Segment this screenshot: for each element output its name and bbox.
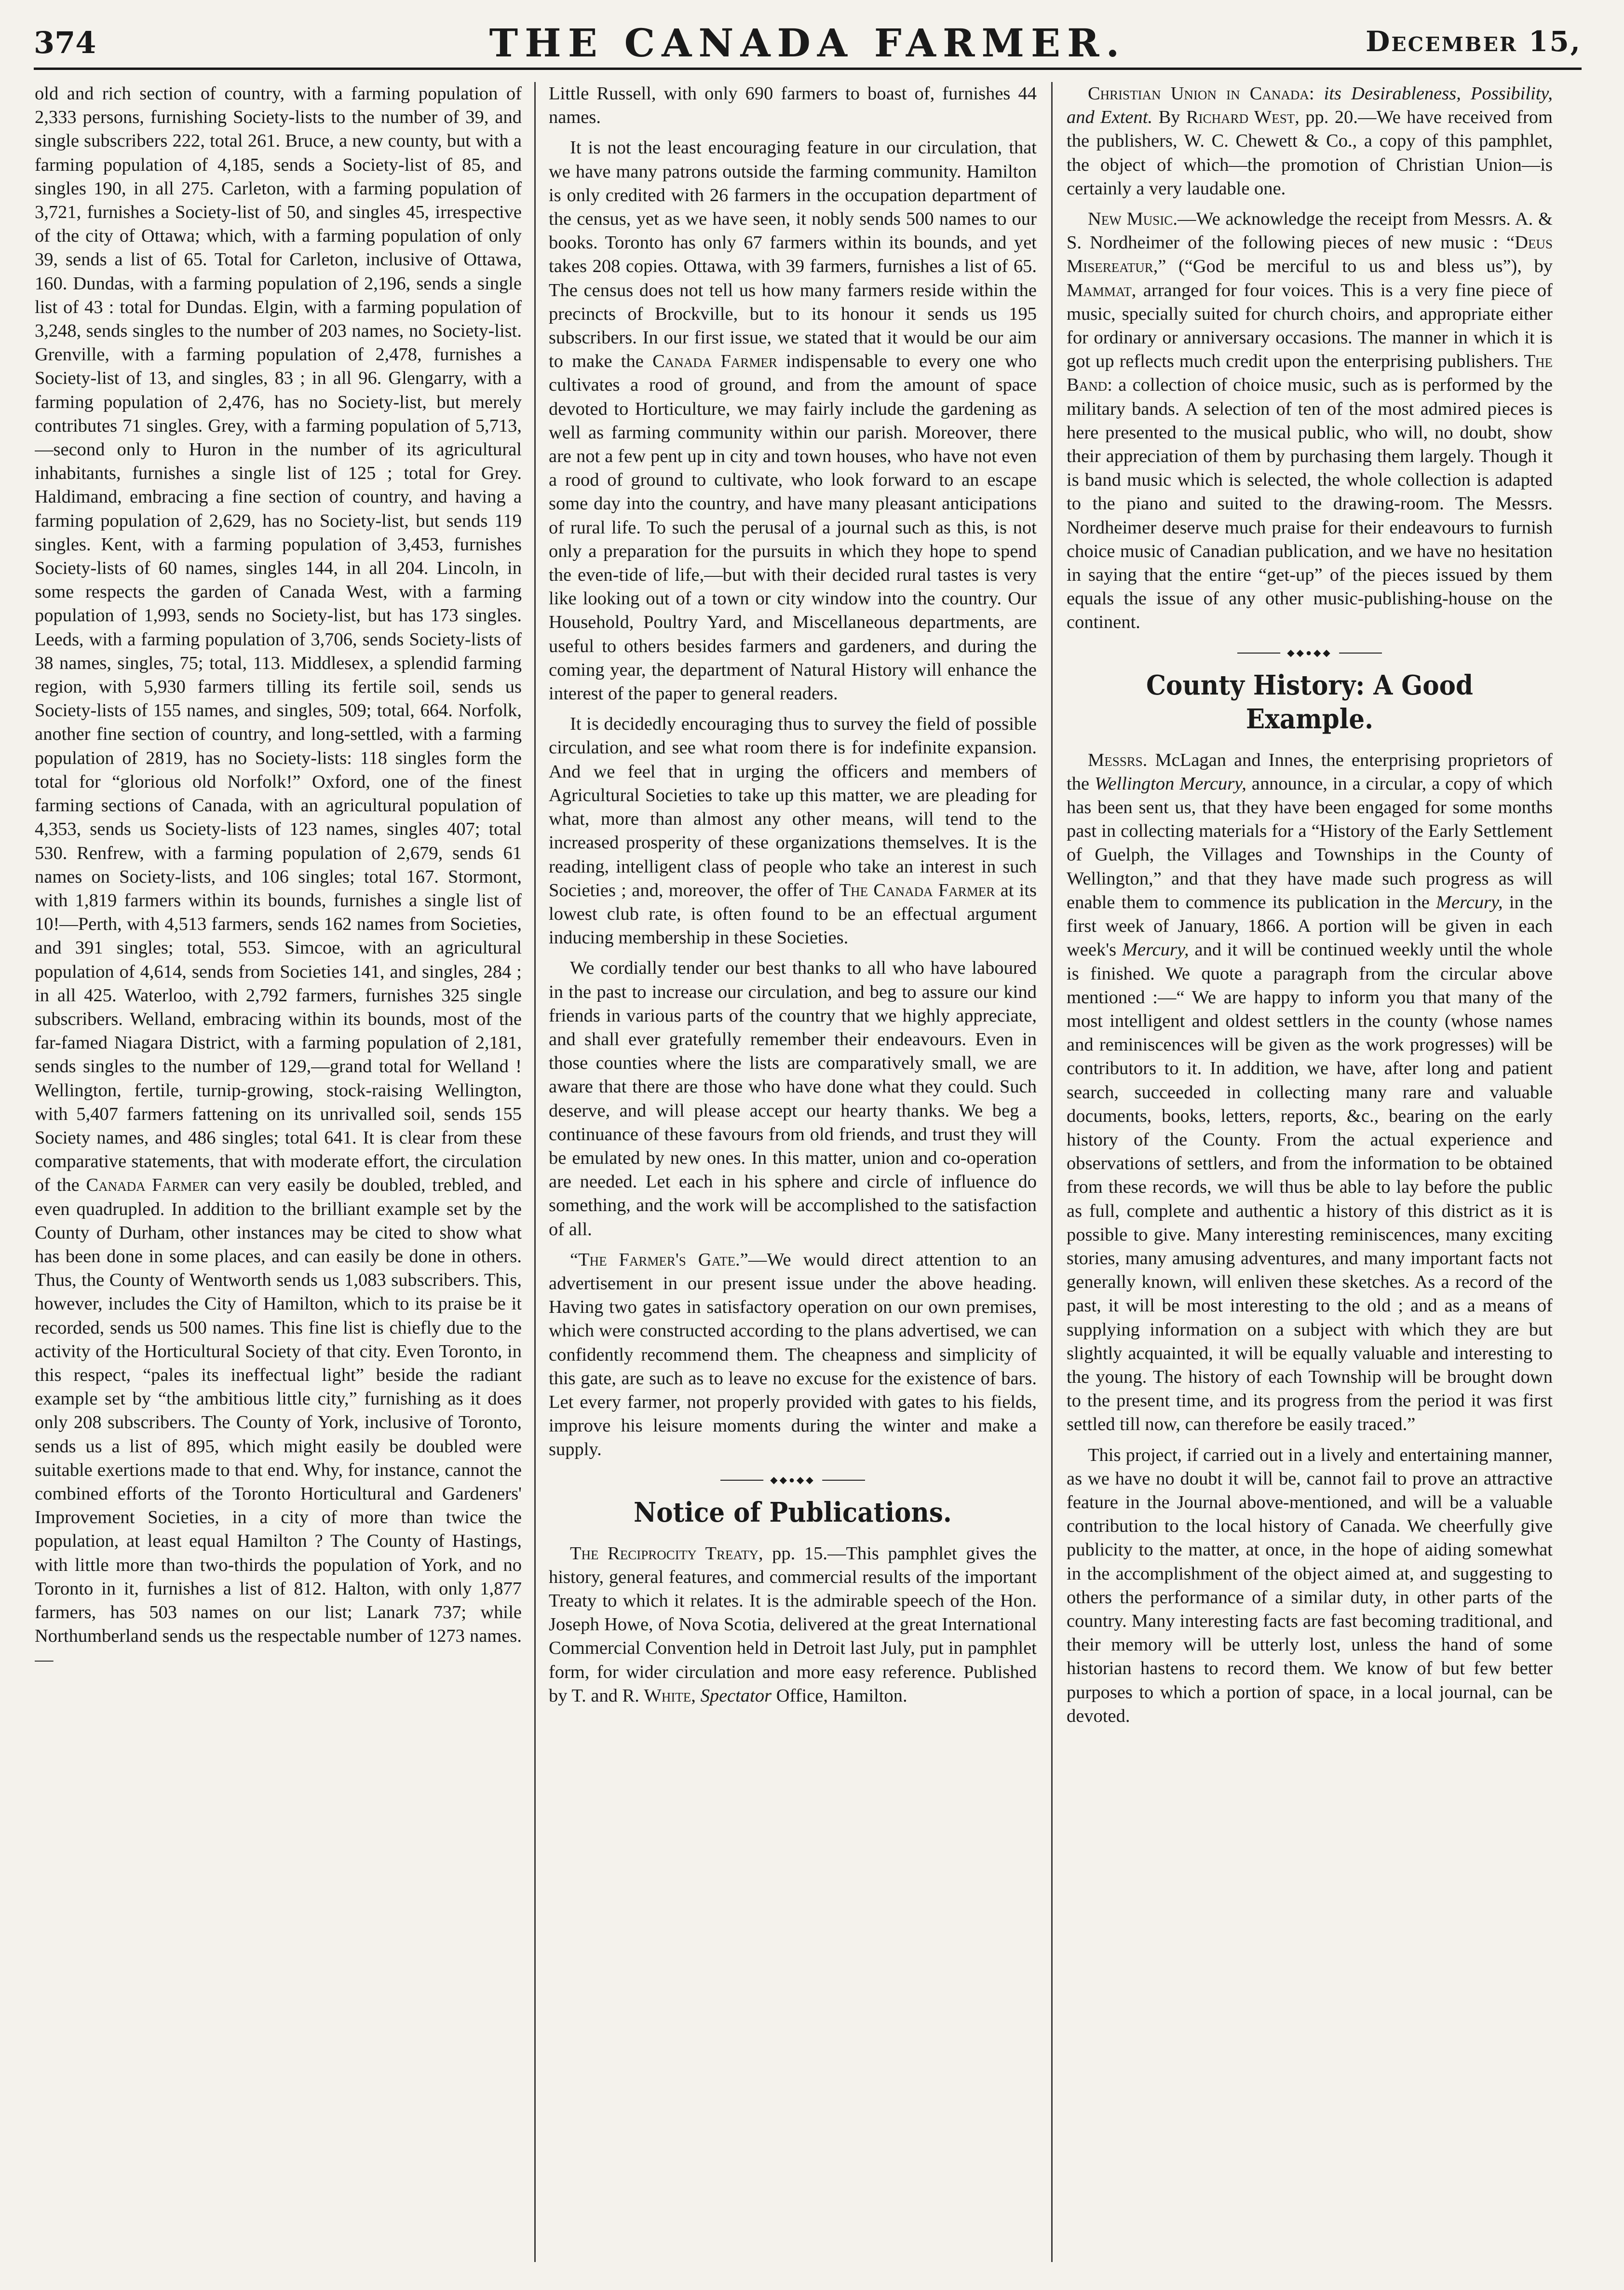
publication-notice-paragraph: The Reciprocity Treaty, pp. 15.—This pamphlet gives the history, general features, and commercial results of the important Treaty to which it relates. It is the admirable speech of the Hon. Joseph Howe, of Nova Scotia, delivered at the great International Commercial Convention held in Detroit last July, put in pamphlet form, for wider circulation and more easy reference. Published by T. and R. White, Spectator Office, Hamilton. [549,1543,1037,1706]
ornament-icon: ◆◆●◆◆ [1280,647,1339,659]
masthead-title: THE CANADA FARMER. [489,20,1126,66]
column-left [35,82,522,2262]
county-history-paragraph: This project, if carried out in a lively and entertaining manner, as we have no doubt it will be, cannot fail to prove an attractive feature in the Journal above-mentioned, and will be a valuable contribution to the local history of Canada. We cheerfully give publicity to the matter, at once, in the hope of aiding somewhat in the accomplishment of the object aimed at, and suggesting to others the performance of a similar duty, in other parts of the country. Many interesting facts are fast becoming traditional, and their memory will be utterly lost, unless the hand of some historian hastens to record them. We know of but few better purposes to which a portion of space, in a local journal, can be devoted. [1067,1445,1553,1726]
farmers-gate-paragraph: “The Farmer's Gate.”—We would direct attention to an advertisement in our present issue under the above heading. Having two gates in satisfactory operation on our own premises, which were constructed according to the plans advertised, we can confidently recommend them. The cheapness and simplicity of this gate, are such as to leave no excuse for the existence of bars. Let every farmer, not properly provided with gates to his fields, improve his leisure moments during the winter and make a supply. [549,1249,1037,1460]
circulation-article-paragraph: Little Russell, with only 690 farmers to boast of, furnishes 44 names. [549,83,1037,128]
new-music-paragraph: New Music.—We acknowledge the receipt from Messrs. A. & S. Nordheimer of the following pieces of new music : “Deus Misereatur,” (“God be merciful to us and bless us”), by Mammat, arranged for four voices. This is a very fine piece of music, specially suited for church choirs, and appropriate either for ordinary or anniversary occasions. The manner in which it is got up reflects much credit upon the enterprising publishers. The Band: a collection of choice music, such as is performed by the military bands. A selection of ten of the most admired pieces is here presented to the musical public, who will, no doubt, show their appreciation of them by purchasing them largely. Though it is band music which is selected, the whole collection is adapted to the piano and suited to the drawing-room. The Messrs. Nordheimer deserve much praise for their endeavours to furnish choice music of Canadian publication, and we have no hesitation in saying that the entire “get-up” of the pieces issued by them equals the issue of any other music-publishing-house on the continent. [1067,209,1553,633]
page-number: 374 [34,25,96,60]
county-history-paragraph: Messrs. McLagan and Innes, the enterprising proprietors of the Wellington Mercury, announce, in a circular, a copy of which has been sent us, that they have been engaged for some months past in collecting materials for a “History of the Early Settlement of Guelph, the Villages and Townships in the County of Wellington,” and that they have made such progress as will enable them to commence its publication in the Mercury, in the first week of January, 1866. A portion will be given in each week's Mercury, and it will be continued weekly until the whole is finished. We quote a paragraph from the circular above mentioned :—“ We are happy to inform you that many of the most intelligent and oldest settlers in the county (whose names and reminiscences will be given as the work progresses) will be contributors to it. In addition, we have, after long and patient search, succeeded in collecting many rare and valuable documents, books, letters, reports, &c., bearing on the early history of the County. From the actual experience and observations of settlers, and from the information to be obtained from these records, we will thus be able to lay before the public as full, complete and authentic a history of this district as it is possible to give. Many interesting reminiscences, many exciting stories, many amusing adventures, and many important facts not generally known, will enliven these sketches. As a record of the past, it will be most interesting to the old ; and as a means of supplying information on a subject with which they are but slightly acquainted, it will be equally valuable and interesting to the young. The history of each Township will be brought down to the present time, and its progress from the period it was first settled till now, can therefore be easily traced.” [1067,750,1553,1435]
section-heading-notice-of-publications: Notice of Publications. [634,1496,952,1528]
section-divider [1237,647,1382,659]
section-divider [720,1474,865,1486]
column-middle [549,82,1037,2262]
column-right [1067,82,1553,2262]
circulation-article-paragraph: It is not the least encouraging feature in our circulation, that we have many patrons outside the farming community. Hamilton is only credited with 26 farmers in the occupation department of the census, yet as we have seen, it nobly sends 500 names to our books. Toronto has only 67 farmers within its bounds, and yet takes 208 copies. Ottawa, with 39 farmers, furnishes a list of 65. The census does not tell us how many farmers reside within the precincts of Brockville, but to its honour it sends us 195 subscribers. In our first issue, we stated that it would be our aim to make the Canada Farmer indispensable to every one who cultivates a rood of ground, and from the amount of space devoted to Horticulture, we may fairly include the gardening as well as farming community within our parish. Moreover, there are not a few pent up in city and town houses, who have not even a rood of ground to cultivate, who look forward to an escape some day into the country, and have many pleasant anticipations of rural life. To such the perusal of a journal such as this, is not only a preparation for the pursuits in which they hope to spend the even-tide of life,—but with their decided rural tastes is very like looking out of a town or city window into the country. Our Household, Poultry Yard, and Miscellaneous departments, are useful to others besides farmers and gardeners, and during the coming year, the department of Natural History will enhance the interest of the paper to general readers. [549,137,1037,704]
column-rule-right [1051,82,1053,2262]
page-header [34,14,1582,70]
circulation-article-paragraph: It is decidedly encouraging thus to survey the field of possible circulation, and see what room there is for indefinite expansion. And we feel that in urging the officers and members of Agricultural Societies to take up this matter, we are pleading for what, more than almost any other means, will tend to the increased prosperity of these organizations themselves. It is the reading, intelligent class of people who take an interest in such Societies ; and, moreover, the offer of The Canada Farmer at its lowest club rate, is often found to be an effectual argument inducing membership in these Societies. [549,714,1037,948]
section-heading-county-history: County History: A Good Example. [1146,669,1474,735]
publication-notice-paragraph: Christian Union in Canada: its Desirableness, Possibility, and Extent. By Richard West, pp. 20.—We have received from the publishers, W. C. Chewett & Co., a copy of this pamphlet, the object of which—the promotion of Christian Union—is certainly a very laudable one. [1067,83,1553,199]
circulation-article-paragraph: We cordially tender our best thanks to all who have laboured in the past to increase our circulation, and beg to assure our kind friends in various parts of the country that we highly appreciate, and shall ever gratefully remember their endeavours. Even in those counties where the lists are comparatively small, we are aware that there are those who have done what they could. Such deserve, and will please accept our hearty thanks. We beg a continuance of these favours from old friends, and trust they will be emulated by new ones. In this matter, union and co-operation are needed. Let each in his sphere and circle of influence do something, and the work will be accomplished to the satisfaction of all. [549,958,1037,1240]
issue-date: December 15, [1366,25,1582,58]
column-rule-left [534,82,536,2262]
ornament-icon: ◆◆●◆◆ [763,1474,822,1486]
circulation-article-paragraph: old and rich section of country, with a farming population of 2,333 persons, furnishing Society-lists to the number of 39, and single subscribers 222, total 261. Bruce, a new county, but with a farming population of 4,185, sends a Society-list of 85, and singles 190, in all 275. Carleton, with a farming population of 3,721, furnishes a Society-list of 50, and singles 45, irrespective of the city of Ottawa; which, with a farming population of only 39, sends a list of 65. Total for Carleton, inclusive of Ottawa, 160. Dundas, with a farming population of 2,196, sends a single list of 43 : total for Dundas. Elgin, with a farming population of 3,248, sends singles to the number of 203 names, no Society-list. Grenville, with a farming population of 2,478, furnishes a Society-list of 13, and singles, 83 ; in all 96. Glengarry, with a farming population of 2,476, has no Society-list, but merely contributes 71 singles. Grey, with a farming population of 5,713,—second only to Huron in the number of its agricultural inhabitants, furnishes a single list of 125 ; total for Grey. Haldimand, embracing a fine section of country, and having a farming population of 2,629, has no Society-list, but sends 119 singles. Kent, with a farming population of 3,453, furnishes Society-lists of 60 names, singles 144, in all 204. Lincoln, in some respects the garden of Canada West, with a farming population of 1,993, sends no Society-list, but has 173 singles. Leeds, with a farming population of 3,706, sends Society-lists of 38 names, singles, 75; total, 113. Middlesex, a splendid farming region, with 5,930 farmers tilling its fertile soil, sends us Society-lists of 155 names, and singles, 509; total, 664. Norfolk, another fine section of country, and long-settled, with a farming population of 2819, has no Society-lists: 118 singles form the total for “glorious old Norfolk!” Oxford, one of the finest farming sections of Canada, with an agricultural population of 4,353, sends us Society-lists of 123 names, singles 407; total 530. Renfrew, with a farming population of 2,679, sends 61 names on Society-lists, and 106 singles; total 167. Stormont, with 1,819 farmers within its bounds, furnishes a single list of 10!—Perth, with 4,513 farmers, sends 162 names from Societies, and 391 singles; total, 553. Simcoe, with an agricultural population of 4,614, sends from Societies 141, and singles, 284 ; in all 425. Waterloo, with 2,792 farmers, furnishes 325 single subscribers. Welland, embracing within its bounds, most of the far-famed Niagara District, with a farming population of 2,181, sends singles to the number of 129,—grand total for Welland ! Wellington, fertile, turnip-growing, stock-raising Wellington, with 5,407 farmers fattening on its unrivalled soil, sends 155 Society names, and 486 singles; total 641. It is clear from these comparative statements, that with moderate effort, the circulation of the Canada Farmer can very easily be doubled, trebled, and even quadrupled. In addition to the brilliant example set by the County of Durham, other instances may be cited to show what has been done in some places, and can easily be done in others. Thus, the County of Wentworth sends us 1,083 subscribers. This, however, includes the City of Hamilton, which to its praise be it recorded, sends us 500 names. This fine list is chiefly due to the activity of the Horticultural Society of that city. Even Toronto, in this respect, “pales its ineffectual light” beside the radiant example set by “the ambitious little city,” furnishing as it does only 208 subscribers. The County of York, inclusive of Toronto, sends us a list of 895, which might easily be doubled were suitable exertions made to that end. Why, for instance, cannot the combined efforts of the Toronto Horticultural and Gardeners' Improvement Societies, in a city of more than twice the population, at least equal Hamilton ? The County of Hastings, with little more than two-thirds the population of York, and no Toronto in it, furnishes a list of 812. Halton, with only 1,877 farmers, has 503 names on our list; Lanark 737; while Northumberland sends us the respectable number of 1273 names.— [35,83,522,1670]
